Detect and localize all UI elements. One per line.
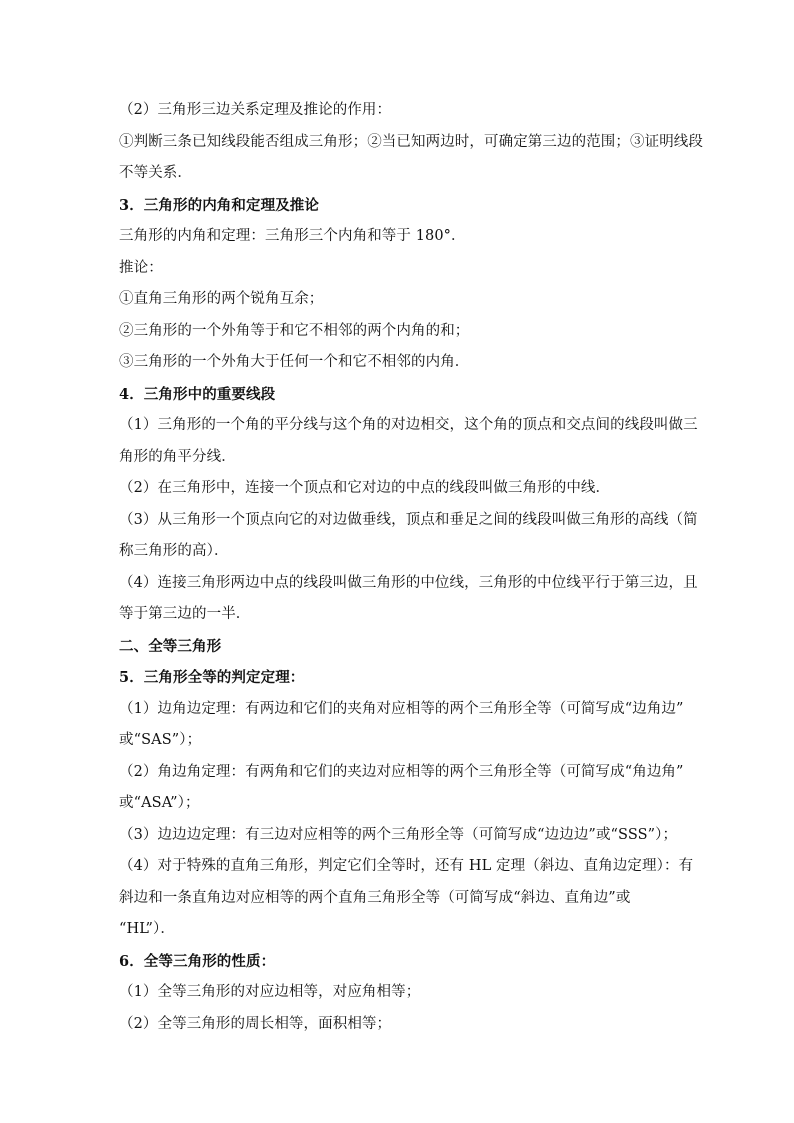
text-line: （2）在三角形中，连接一个顶点和它对边的中点的线段叫做三角形的中线． xyxy=(119,480,611,496)
section-heading: 3．三角形的内角和定理及推论 xyxy=(119,196,319,214)
text-line: （3）边边边定理：有三边对应相等的两个三角形全等（可简写成“边边边”或“SSS”）； xyxy=(119,826,678,843)
text-line: ①直角三角形的两个锐角互余； xyxy=(119,291,324,307)
text-line: 或“ASA”）； xyxy=(119,795,200,811)
section-heading: 4．三角形中的重要线段 xyxy=(119,385,276,403)
text-line: 角形的角平分线． xyxy=(119,448,236,465)
document-body xyxy=(119,95,703,1040)
text-line: （2）三角形三边关系定理及推论的作用： xyxy=(119,102,392,118)
text-line: 推论： xyxy=(119,259,163,276)
text-line: 或“SAS”）； xyxy=(119,732,202,748)
text-line: 称三角形的高）． xyxy=(119,543,229,559)
text-line: 三角形的内角和定理：三角形三个内角和等于 180°． xyxy=(119,228,466,244)
text-line: （4）对于特殊的直角三角形，判定它们全等时，还有 HL 定理（斜边、直角边定理）：有 xyxy=(119,858,694,874)
text-line: （1）三角形的一个角的平分线与这个角的对边相交，这个角的顶点和交点间的线段叫做三 xyxy=(119,417,698,433)
text-line: （2）全等三角形的周长相等，面积相等； xyxy=(119,1015,392,1032)
text-line: 不等关系． xyxy=(119,165,192,181)
text-line: ②三角形的一个外角等于和它不相邻的两个内角的和； xyxy=(119,322,470,339)
text-line: （1）全等三角形的对应边相等，对应角相等； xyxy=(119,984,421,1000)
text-line: （3）从三角形一个顶点向它的对边做垂线，顶点和垂足之间的线段叫做三角形的高线（简 xyxy=(119,511,698,528)
text-line: ③三角形的一个外角大于任何一个和它不相邻的内角． xyxy=(119,354,470,370)
text-line: ①判断三条已知线段能否组成三角形；②当已知两边时，可确定第三边的范围；③证明线段 xyxy=(119,133,703,150)
section-heading: 5．三角形全等的判定定理： xyxy=(119,669,305,686)
text-line: 等于第三边的一半． xyxy=(119,606,251,622)
text-line: （2）角边角定理：有两角和它们的夹边对应相等的两个三角形全等（可简写成“角边角” xyxy=(119,763,684,780)
text-line: （1）边角边定理：有两边和它们的夹角对应相等的两个三角形全等（可简写成“边角边” xyxy=(119,700,684,717)
text-line: “HL”）． xyxy=(119,921,175,937)
text-line: 斜边和一条直角边对应相等的两个直角三角形全等（可简写成“斜边、直角边”或 xyxy=(119,889,631,906)
section-heading: 二、全等三角形 xyxy=(119,637,222,655)
text-line: （4）连接三角形两边中点的线段叫做三角形的中位线，三角形的中位线平行于第三边，且 xyxy=(119,574,698,591)
section-heading: 6．全等三角形的性质： xyxy=(119,952,276,970)
